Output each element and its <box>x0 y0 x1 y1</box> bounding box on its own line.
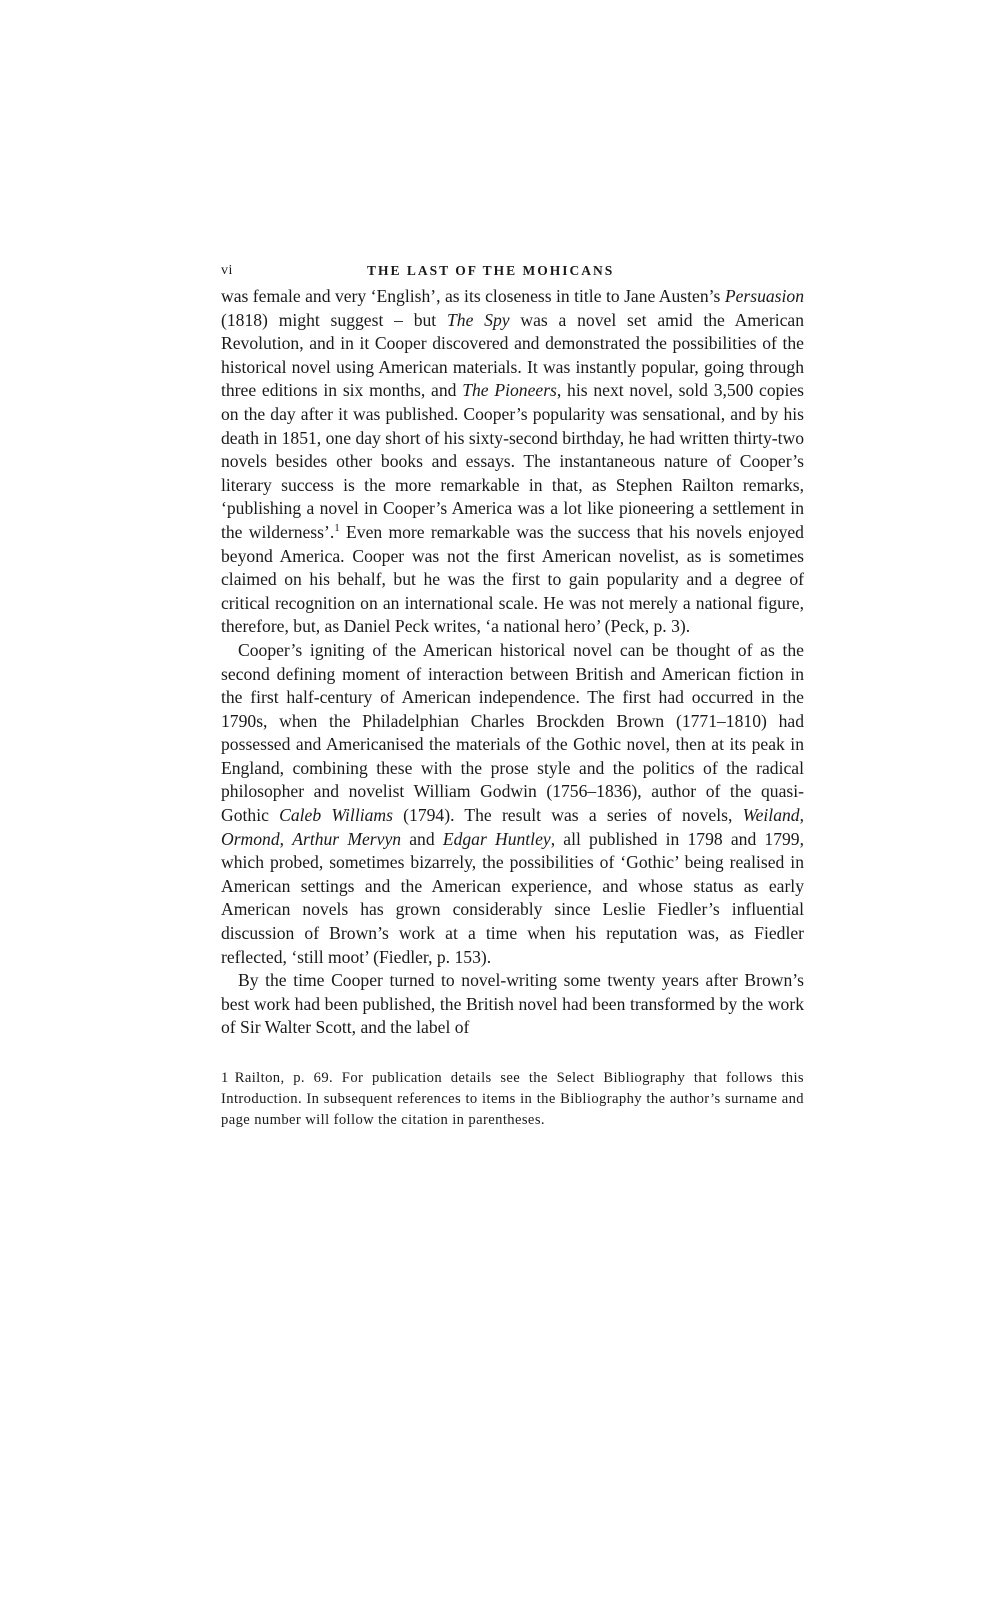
book-title-caleb-williams: Caleb Williams <box>279 805 393 826</box>
footnote <box>221 1068 804 1130</box>
text-run: , all published in 1798 and 1799, which probed, sometimes bizarrely, the possibilities of ‘Gothic’ being realised in American settings and the American experience, and whose status as early American novels has grown considerably since Leslie Fiedler’s influential discussion of Brown’s work at a time when his reputation was, as Fiedler reflected, ‘still moot’ (Fiedler, p. 153). <box>221 828 805 967</box>
book-title-ormond: Ormond <box>221 828 280 849</box>
text-run: was female and very ‘English’, as its closeness in title to Jane Austen’s <box>221 286 725 306</box>
book-title-edgar-huntley: Edgar Huntley <box>442 828 551 849</box>
running-head <box>221 262 804 284</box>
paragraph-3 <box>221 969 804 1040</box>
footnote-text: Railton, p. 69. For publication details see the Select Bibliography that follows this Introduction. In subsequent references to items in the Bibliography the author’s surname and page number will follow the citation in parentheses. <box>221 1070 804 1128</box>
book-title-the-pioneers: The Pioneers <box>462 380 557 401</box>
text-run: , <box>279 828 293 849</box>
body-text <box>221 285 804 1040</box>
book-page <box>221 262 804 1130</box>
book-title-persuasion: Persuasion <box>724 286 804 306</box>
text-run: Cooper’s igniting of the American historical novel can be thought of as the second defining moment of interaction between British and American fiction in the first half-century of American independence. The first had occurred in the 1790s, when the Philadelphian Charles Brockden Brown (1771–1810) had possessed and Americanised the materials of the Gothic novel, then at its peak in England, combining these with the prose style and the politics of the radical philosopher and novelist William Godwin (1756–1836), author of the quasi-Gothic <box>221 639 804 826</box>
text-run: , <box>799 805 804 826</box>
text-run: was a novel set amid the American Revolution, and in it Cooper discovered and demonstrated the possibilities of the historical novel using American materials. It was instantly popular, going through three editions in six months, and <box>221 309 804 401</box>
book-title-weiland: Weiland <box>742 805 800 826</box>
paragraph-1 <box>221 285 804 639</box>
text-run: (1818) might suggest – but <box>221 309 447 330</box>
text-run: Even more remarkable was the success that his novels enjoyed beyond America. Cooper was not the first American novelist, as is sometimes claimed on his behalf, but he was the first to gain popularity and a degree of critical recognition on an international scale. He was not merely a national figure, therefore, but, as Daniel Peck writes, ‘a national hero’ (Peck, p. 3). <box>221 521 804 637</box>
footnote-marker[interactable]: 1 <box>334 522 340 535</box>
footnote-number: 1 <box>221 1070 229 1086</box>
paragraph-2 <box>221 639 804 969</box>
running-title: THE LAST OF THE MOHICANS <box>367 263 615 278</box>
page-number: vi <box>221 263 233 278</box>
text-run: , his next novel, sold 3,500 copies on the day after it was published. Cooper’s popularity was sensational, and by his death in 1851, one day short of his sixty-second birthday, he had written thirty-two novels besides other books and essays. The instantaneous nature of Cooper’s literary success is the more remarkable in that, as Stephen Railton remarks, ‘publishing a novel in Cooper’s America was a lot like pioneering a settlement in the wilderness’. <box>221 380 804 542</box>
book-title-the-spy: The Spy <box>446 309 510 330</box>
text-run: By the time Cooper turned to novel-writing some twenty years after Brown’s best work had been published, the British novel had been transformed by the work of Sir Walter Scott, and the label of <box>221 970 804 1038</box>
text-run: (1794). The result was a series of novels, <box>392 805 743 826</box>
book-title-arthur-mervyn: Arthur Mervyn <box>292 828 402 849</box>
text-run: and <box>401 828 443 849</box>
